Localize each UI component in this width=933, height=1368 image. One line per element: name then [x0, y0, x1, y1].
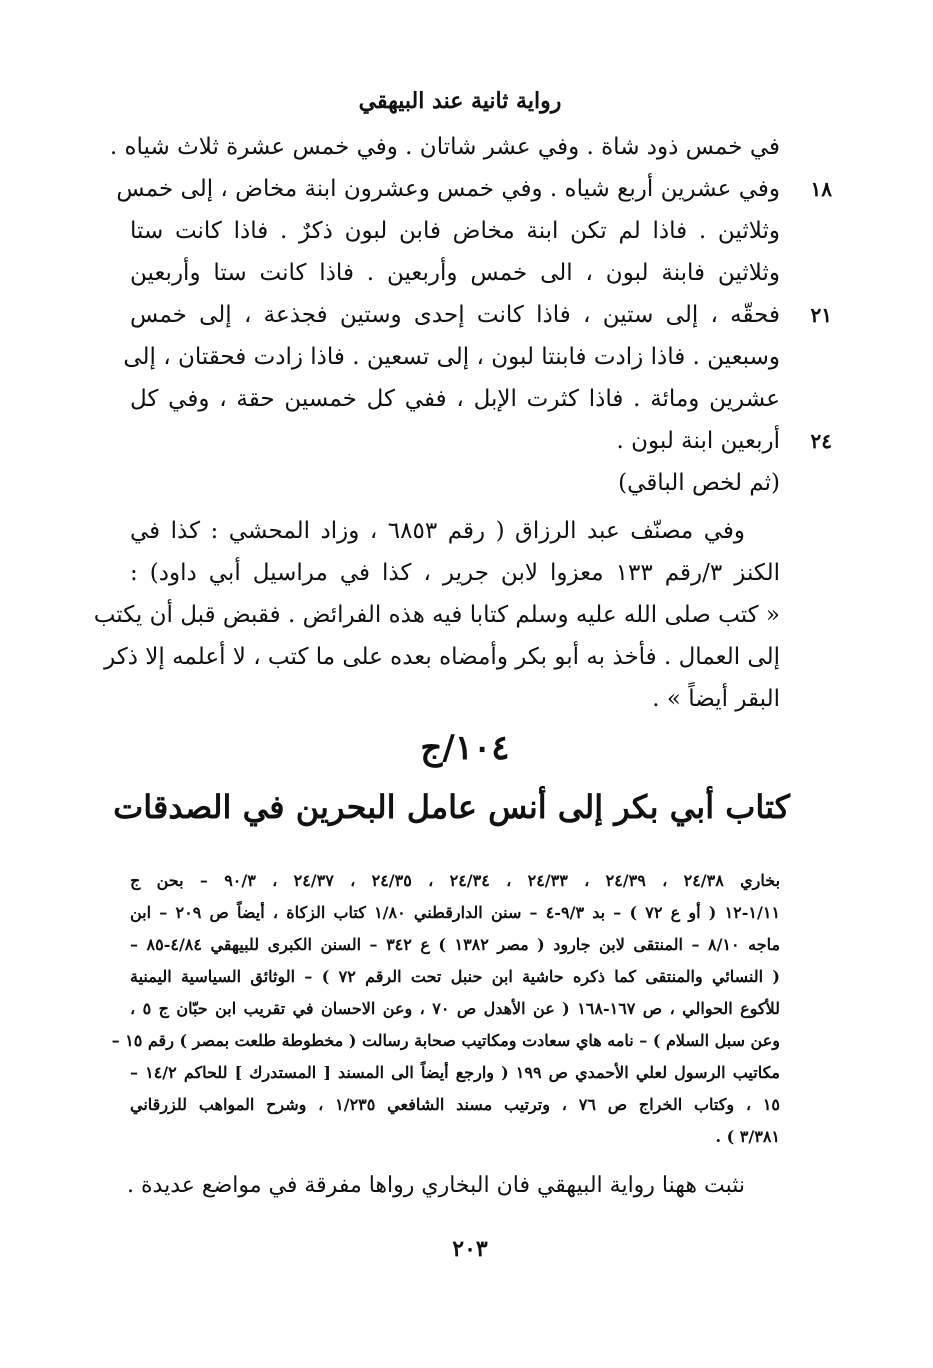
reference-line-7: مكاتيب الرسول لعلي الأحمدي ص ١٩٩ ( وارجع أيضاً الى المسند [ المستدرك ] للحاكم ١٤/٢ – — [130, 1063, 780, 1082]
reference-line-4: ( النسائي والمنتقى كما ذكره حاشية ابن حنبل تحت الرقم ٧٢ ) – الوثائق السياسية اليمنية — [130, 967, 780, 986]
body-line-14: البقر أيضاً » . — [652, 686, 780, 712]
section-title: كتاب أبي بكر إلى أنس عامل البحرين في الصدقات — [113, 788, 790, 826]
reference-line-3: ماجه ٨/١٠ – المنتقى لابن جارود ( مصر ١٣٨٢ ) ع ٣٤٢ – السنن الكبرى للبيهقي ٤/٨٤-٨٥ – — [130, 935, 781, 954]
body-line-1: في خمس ذود شاة . وفي عشر شاتان . وفي خمس عشرة ثلاث شياه . — [109, 134, 780, 160]
section-number: ١٠٤/ج — [420, 728, 510, 768]
body-line-5: فحقّه ، إلى ستين ، فاذا كانت إحدى وستين فجذعة ، إلى خمس — [130, 302, 780, 328]
note-text: نثبت ههنا رواية البيهقي فان البخاري رواها مفرقة في مواضع عديدة . — [127, 1173, 745, 1198]
body-line-7: عشرين ومائة . فاذا كثرت الإبل ، ففي كل خمسين حقة ، وفي كل — [130, 386, 780, 412]
running-head: رواية ثانية عند البيهقي — [358, 88, 562, 114]
body-line-9: (ثم لخص الباقي) — [618, 470, 780, 496]
page-number: ٢٠٣ — [452, 1236, 488, 1262]
reference-line-1: بخاري ٢٤/٣٨ ، ٢٤/٣٩ ، ٢٤/٣٣ ، ٢٤/٣٤ ، ٢٤/٣٥ ، ٢٤/٣٧ ، ٩٠/٣ – بحن ج — [130, 871, 781, 890]
body-line-4: وثلاثين فابنة لبون ، الى خمس وأربعين . فاذا كانت ستا وأربعين — [130, 260, 780, 286]
reference-line-8: ١٥ ، وكتاب الخراج ص ٧٦ ، وترتيب مسند الشافعي ١/٢٣٥ ، وشرح المواهب للزرقاني — [130, 1095, 781, 1114]
line-number-21: ٢١ — [810, 303, 832, 327]
reference-line-6: وعن سبل السلام ) – نامه هاي سعادت ومكاتيب صحابة رسالت ( مخطوطة طلعت بمصر ) رقم ١٥ – — [111, 1031, 780, 1050]
body-line-12: « كتب صلى الله عليه وسلم كتابا فيه هذه الفرائض . فقبض قبل أن يكتب — [93, 602, 780, 628]
body-line-8: أربعين ابنة لبون . — [616, 428, 780, 454]
reference-line-2: ١/١١-١٢ ( أو ع ٧٢ ) – بد ٩/٣-٤ – سنن الدارقطني ١/٨٠ كتاب الزكاة ، أيضاً ص ٢٠٩ – ابن — [130, 903, 781, 922]
body-line-13: إلى العمال . فأخذ به أبو بكر وأمضاه بعده على ما كتب ، لا أعلمه إلا ذكر — [104, 644, 780, 670]
line-number-18: ١٨ — [810, 177, 832, 201]
reference-line-5: للأكوع الحوالي ، ص ١٦٧-١٦٨ ( عن الأهدل ص ٧٠ ، وعن الاحسان في تقريب ابن حبّان ج ٥ ، — [130, 999, 780, 1018]
body-line-10: وفي مصنّف عبد الرزاق ( رقم ٦٨٥٣ ، وزاد المحشي : كذا في — [130, 518, 745, 544]
body-line-6: وسبعين . فاذا زادت فابنتا لبون ، إلى تسعين . فاذا زادت فحقتان ، إلى — [123, 344, 780, 370]
body-line-11: الكنز ٣/رقم ١٣٣ معزوا لابن جرير ، كذا في مراسيل أبي داود) : — [130, 560, 780, 586]
body-line-3: وثلاثين . فاذا لم تكن ابنة مخاض فابن لبون ذكرٌ . فاذا كانت ستا — [130, 218, 780, 244]
line-number-24: ٢٤ — [810, 429, 832, 453]
reference-line-9: ٣/٣٨١ ) . — [715, 1127, 780, 1146]
body-line-2: وفي عشرين أربع شياه . وفي خمس وعشرون ابنة مخاض ، إلى خمس — [116, 176, 780, 202]
